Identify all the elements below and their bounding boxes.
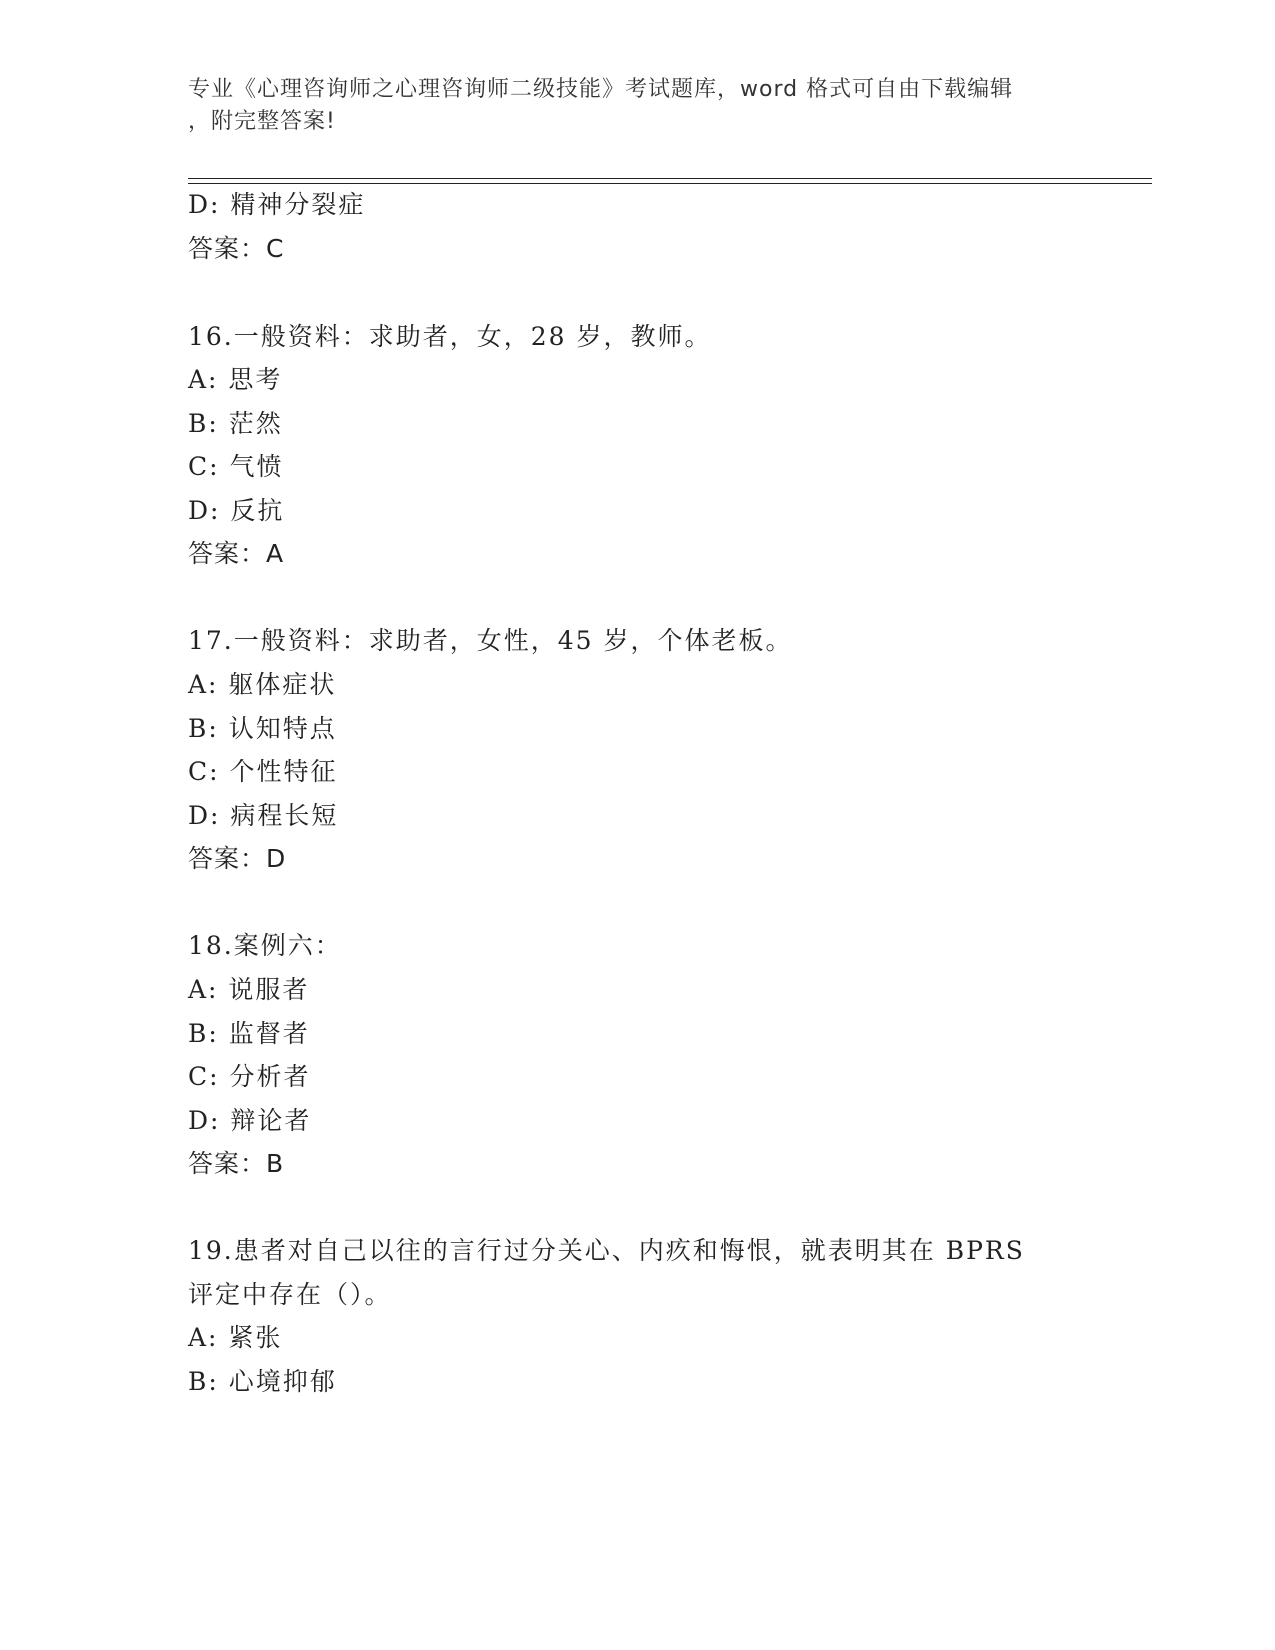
q16-option-a: A: 思考 — [188, 365, 283, 394]
header-line-2: ，附完整答案! — [188, 109, 336, 134]
q19-option-a: A: 紧张 — [188, 1323, 283, 1352]
q18-answer: 答案：B — [188, 1149, 285, 1178]
document-header — [188, 74, 1068, 138]
q18-option-c: C: 分析者 — [188, 1062, 311, 1091]
q19-stem-line-1: 19.患者对自己以往的言行过分关心、内疚和悔恨，就表明其在 BPRS — [188, 1236, 1025, 1265]
q17-option-a: A: 躯体症状 — [188, 670, 337, 699]
q19-option-b: B: 心境抑郁 — [188, 1367, 337, 1396]
q18-option-b: B: 监督者 — [188, 1019, 310, 1048]
prev-answer: 答案：C — [188, 234, 285, 263]
prev-option-d: D: 精神分裂症 — [188, 190, 366, 219]
q16-option-d: D: 反抗 — [188, 496, 285, 525]
header-divider-bottom — [188, 183, 1152, 184]
q18-stem: 18.案例六： — [188, 931, 342, 960]
q18-option-d: D: 辩论者 — [188, 1106, 312, 1135]
header-divider-top — [188, 178, 1152, 179]
q16-answer: 答案：A — [188, 539, 285, 568]
q16-option-c: C: 气愤 — [188, 452, 284, 481]
q17-option-b: B: 认知特点 — [188, 714, 337, 743]
header-line-1: 专业《心理咨询师之心理咨询师二级技能》考试题库，word 格式可自由下载编辑 — [188, 77, 1014, 102]
q16-option-b: B: 茫然 — [188, 409, 283, 438]
q16-stem: 16.一般资料：求助者，女，28 岁，教师。 — [188, 322, 712, 351]
q18-option-a: A: 说服者 — [188, 975, 310, 1004]
q19-stem-line-2: 评定中存在（）。 — [188, 1280, 392, 1309]
q17-stem: 17.一般资料：求助者，女性，45 岁，个体老板。 — [188, 626, 793, 655]
q17-answer: 答案：D — [188, 844, 287, 873]
q17-option-c: C: 个性特征 — [188, 757, 338, 786]
q17-option-d: D: 病程长短 — [188, 801, 339, 830]
